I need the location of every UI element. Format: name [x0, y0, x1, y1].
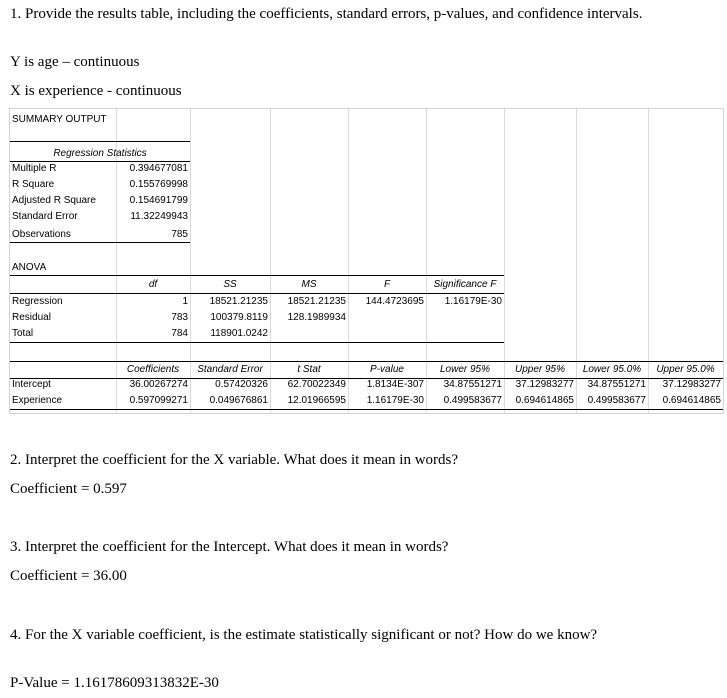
- coef-row-label: Experience: [12, 395, 63, 406]
- stat-label: Adjusted R Square: [12, 195, 96, 206]
- coef-value: 12.01966595: [287, 395, 346, 406]
- coef-header-upper-95-0: Upper 95.0%: [656, 364, 715, 375]
- coef-value: 0.597099271: [129, 395, 188, 406]
- coef-header-upper-95: Upper 95%: [514, 364, 566, 375]
- stat-label: R Square: [12, 179, 55, 190]
- coef-value: 0.499583677: [443, 395, 502, 406]
- coef-row-label: Intercept: [12, 379, 51, 390]
- coef-value: 1.16179E-30: [366, 395, 424, 406]
- stat-value: 0.394677081: [129, 163, 188, 174]
- question-2-answer: Coefficient = 0.597: [10, 481, 127, 497]
- coef-header-standard-error: Standard Error: [197, 364, 263, 375]
- anova-row-label: Residual: [12, 312, 51, 323]
- coef-value: 1.8134E-307: [366, 379, 424, 390]
- coef-value: 34.87551271: [443, 379, 502, 390]
- anova-ms: 128.1989934: [287, 312, 346, 323]
- question-3-text: 3. Interpret the coefficient for the Intercept. What does it mean in words?: [10, 539, 449, 555]
- coef-header-p-value: P-value: [370, 364, 404, 375]
- question-4-answer: P-Value = 1.16178609313832E-30: [10, 675, 219, 691]
- coef-header-coefficients: Coefficients: [126, 364, 180, 375]
- coef-value: 0.499583677: [587, 395, 646, 406]
- anova-row-label: Regression: [12, 296, 63, 307]
- stat-value: 785: [171, 229, 188, 240]
- anova-df: 1: [182, 296, 188, 307]
- coef-value: 62.70022349: [287, 379, 346, 390]
- anova-f: 144.4723695: [365, 296, 424, 307]
- coef-value: 36.00267274: [129, 379, 188, 390]
- anova-ss: 100379.8119: [210, 312, 268, 323]
- anova-df: 783: [171, 312, 188, 323]
- question-3-answer: Coefficient = 36.00: [10, 568, 127, 584]
- anova-header-ss: SS: [223, 279, 237, 290]
- coef-header-lower-95: Lower 95%: [439, 364, 491, 375]
- y-variable-line: Y is age – continuous: [10, 54, 140, 70]
- coef-value: 0.694614865: [662, 395, 721, 406]
- stat-label: Multiple R: [12, 163, 57, 174]
- anova-df: 784: [171, 328, 188, 339]
- anova-header-significance-f: Significance F: [433, 279, 497, 290]
- coef-value: 0.57420326: [215, 379, 268, 390]
- coef-value: 0.049676861: [209, 395, 268, 406]
- anova-significance-f: 1.16179E-30: [444, 296, 502, 307]
- stat-value: 0.155769998: [129, 179, 188, 190]
- x-variable-line: X is experience - continuous: [10, 83, 182, 99]
- anova-ms: 18521.21235: [287, 296, 346, 307]
- stat-value: 0.154691799: [129, 195, 188, 206]
- anova-header-ms: MS: [301, 279, 317, 290]
- regression-output-sheet: [9, 108, 724, 414]
- anova-ss: 18521.21235: [209, 296, 268, 307]
- coef-header-lower-95-0: Lower 95.0%: [582, 364, 642, 375]
- question-1-text: 1. Provide the results table, including the coefficients, standard errors, p-values, and confidence intervals.: [10, 6, 643, 22]
- coef-header-t-stat: t Stat: [297, 364, 321, 375]
- anova-ss: 118901.0242: [210, 328, 268, 339]
- stat-label: Standard Error: [12, 211, 78, 222]
- question-2-text: 2. Interpret the coefficient for the X variable. What does it mean in words?: [10, 452, 459, 468]
- regression-statistics-title: Regression Statistics: [53, 148, 147, 159]
- question-4-text: 4. For the X variable coefficient, is the estimate statistically significant or not? How do we know?: [10, 627, 598, 643]
- anova-header-f: F: [383, 279, 391, 290]
- anova-title: ANOVA: [12, 262, 47, 273]
- coef-value: 0.694614865: [515, 395, 574, 406]
- stat-label: Observations: [12, 229, 71, 240]
- stat-value: 11.32249943: [130, 211, 188, 222]
- anova-header-df: df: [148, 279, 158, 290]
- anova-row-label: Total: [12, 328, 34, 339]
- coef-value: 37.12983277: [662, 379, 721, 390]
- coef-value: 37.12983277: [515, 379, 574, 390]
- summary-output-title: SUMMARY OUTPUT: [12, 114, 107, 125]
- coef-value: 34.87551271: [587, 379, 646, 390]
